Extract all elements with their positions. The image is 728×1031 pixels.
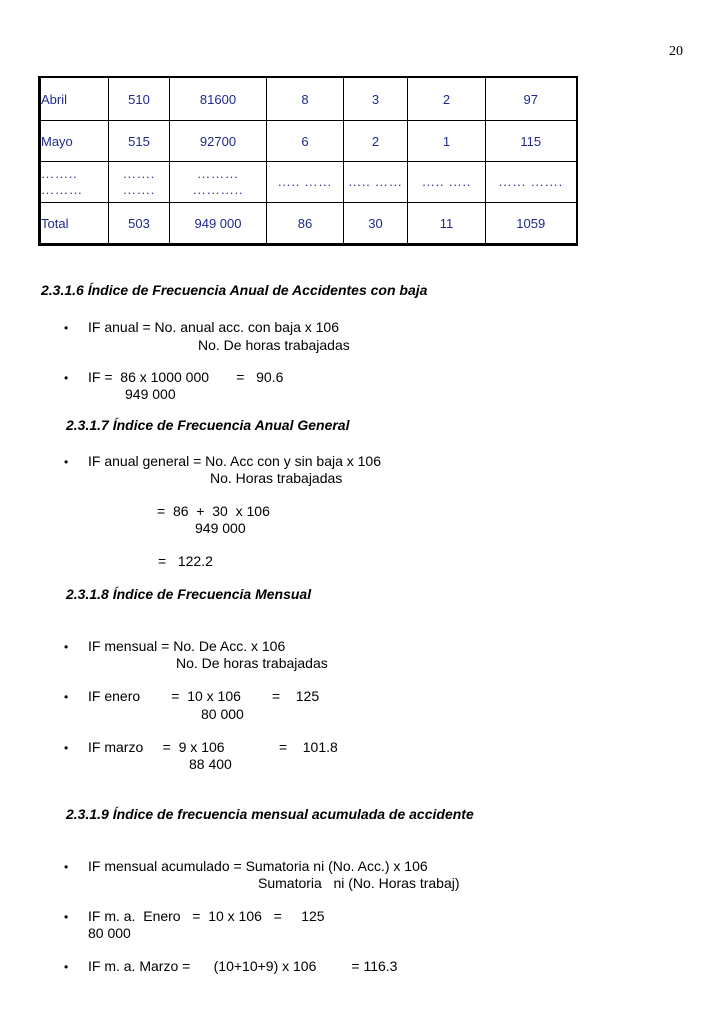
bullet-icon: • [64,690,69,704]
table-cell: 3 [344,77,408,121]
table-cell: 503 [109,203,170,245]
accidents-table [38,76,578,246]
table-cell: ….. …… [344,162,408,203]
section-heading-2-3-1-7: 2.3.1.7 Índice de Frecuencia Anual General [66,417,350,433]
formula-denominator: 88 400 [189,756,232,772]
table-cell: 86 [267,203,344,245]
table-cell: 1059 [486,203,577,245]
formula-denominator: 949 000 [125,386,176,402]
bullet-icon: • [64,455,69,469]
table-cell: ……… ……….. [170,162,267,203]
table-cell: Total [40,203,109,245]
table-cell: ……. ……. [109,162,170,203]
table-cell: Abril [40,77,109,121]
formula-line: IF enero = 10 x 106 = 125 [88,688,320,704]
formula-line: IF mensual acumulado = Sumatoria ni (No. Acc.) x 106 [88,858,428,874]
bullet-icon: • [64,371,69,385]
table-cell: 30 [344,203,408,245]
table-cell: 949 000 [170,203,267,245]
formula-denominator: No. De horas trabajadas [176,655,328,671]
table-cell: …… ……. [486,162,577,203]
bullet-icon: • [64,640,69,654]
table-row [40,203,577,245]
formula-line: IF m. a. Enero = 10 x 106 = 125 [88,908,325,924]
table-cell: ….. ….. [408,162,486,203]
table-cell: ….. …… [267,162,344,203]
formula-line: IF m. a. Marzo = (10+10+9) x 106 = 116.3 [88,958,398,974]
bullet-icon: • [64,910,69,924]
table-cell: …….. ……… [40,162,109,203]
section-heading-2-3-1-8: 2.3.1.8 Índice de Frecuencia Mensual [66,586,312,602]
table-cell: 92700 [170,121,267,162]
page-number: 20 [669,44,683,59]
table-cell: 515 [109,121,170,162]
table-cell: 510 [109,77,170,121]
formula-line: IF anual = No. anual acc. con baja x 106 [88,319,339,335]
bullet-icon: • [64,960,69,974]
table-cell: 81600 [170,77,267,121]
table-cell: 2 [408,77,486,121]
table-row [40,121,577,162]
table-cell: 115 [486,121,577,162]
table-cell: 1 [408,121,486,162]
table-cell: 2 [344,121,408,162]
table-cell: 8 [267,77,344,121]
table-cell: 97 [486,77,577,121]
formula-line: IF anual general = No. Acc con y sin baja x 106 [88,453,382,469]
bullet-icon: • [64,860,69,874]
table-cell: Mayo [40,121,109,162]
table-cell: 11 [408,203,486,245]
bullet-icon: • [64,321,69,335]
formula-denominator: 80 000 [88,925,131,941]
formula-denominator: No. Horas trabajadas [210,470,343,486]
formula-denominator: Sumatoria ni (No. Horas trabaj) [258,875,460,891]
table-row [40,77,577,121]
section-heading-2-3-1-6: 2.3.1.6 Índice de Frecuencia Anual de Accidentes con baja [41,282,428,298]
section-heading-2-3-1-9: 2.3.1.9 Índice de frecuencia mensual acumulada de accidente [66,806,474,822]
formula-line: = 86 + 30 x 106 [157,503,270,519]
bullet-icon: • [64,741,69,755]
table-cell: 6 [267,121,344,162]
formula-denominator: 80 000 [201,706,244,722]
formula-result: = 122.2 [158,553,213,569]
formula-line: IF = 86 x 1000 000 = 90.6 [88,369,284,385]
table-row [40,162,577,203]
formula-denominator: 949 000 [195,520,246,536]
formula-line: IF mensual = No. De Acc. x 106 [88,638,286,654]
formula-denominator: No. De horas trabajadas [198,337,350,353]
formula-line: IF marzo = 9 x 106 = 101.8 [88,739,338,755]
